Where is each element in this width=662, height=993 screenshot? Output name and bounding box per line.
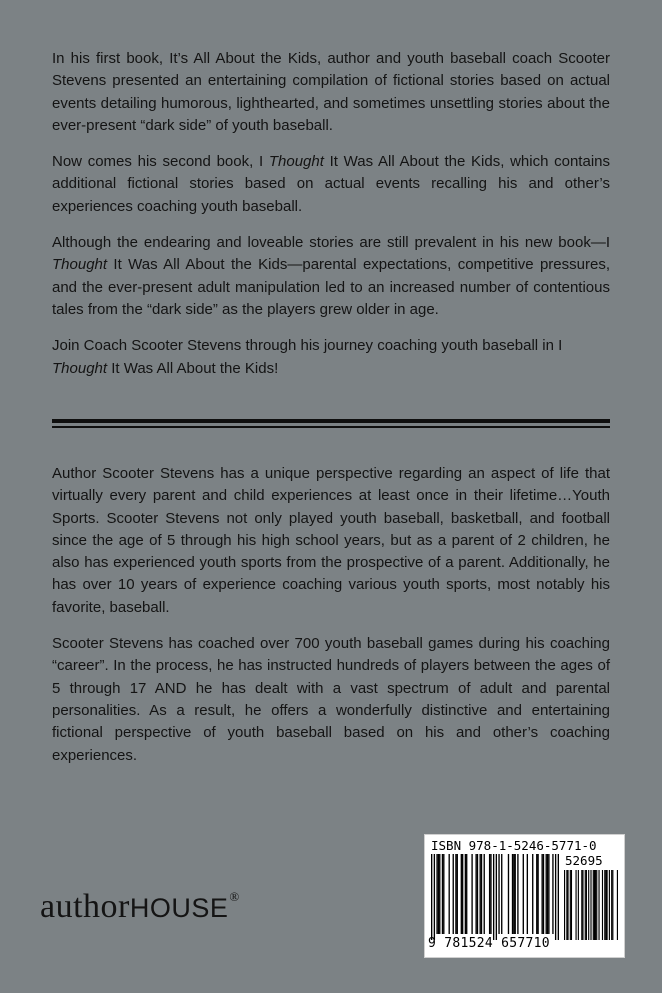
barcode-bar — [593, 870, 594, 940]
ean-number: 9 781524 657710 — [428, 936, 550, 951]
blurb-text: Now comes his second book, I — [52, 153, 269, 171]
barcode-bar — [605, 870, 606, 940]
barcode-bar — [436, 854, 437, 934]
barcode-bar — [570, 870, 571, 940]
blurb-text: It Was All About the Kids! — [107, 359, 279, 377]
divider-thin-line — [52, 426, 610, 428]
barcode-bar — [496, 854, 497, 940]
barcode-bar — [546, 854, 547, 934]
barcode-bar — [465, 854, 466, 934]
barcode-bar — [489, 854, 490, 934]
barcode-bar — [594, 870, 595, 940]
blurb-paragraph-2 — [52, 151, 610, 218]
barcode-bar — [586, 870, 587, 940]
bio-paragraph-1: Author Scooter Stevens has a unique perspective regarding an aspect of life that virtually every parent and child experiences at least once in their lifetime…Youth Sports. Scooter Stevens not only played youth baseball, basketball, and football since the age of 5 through his high school years, but as a parent of 2 children, he also has experienced youth sports from the prospective of a parent. Additionally, he has over 10 years of experience coaching various youth sports, most notably his favorite, baseball. — [52, 465, 610, 616]
barcode-bar — [517, 854, 518, 934]
blurb-emphasis: Thought — [268, 153, 324, 171]
blurb-paragraph-4 — [52, 335, 610, 380]
barcode-bar — [457, 854, 458, 934]
barcode-bar — [515, 854, 516, 934]
barcode-bar — [566, 870, 567, 940]
barcode-bar — [541, 854, 542, 934]
blurb-text: It Was All About the Kids, which contains additional fictional stories based on actual events recalling his and other’s experiences coaching youth baseball. — [52, 153, 610, 215]
barcode-bar — [462, 854, 463, 934]
blurb-emphasis: Thought — [52, 256, 108, 274]
barcode-bar — [512, 854, 513, 934]
barcode-bar — [501, 854, 502, 934]
barcode-bar — [480, 854, 481, 934]
barcode-bar — [596, 870, 597, 940]
barcode-bar — [595, 870, 596, 940]
blurb-emphasis: Thought — [52, 359, 108, 377]
barcode-addon-bars — [564, 870, 618, 940]
barcode-bar — [477, 854, 478, 934]
barcode-bar — [443, 854, 444, 934]
barcode-bar — [455, 854, 456, 934]
barcode-bar — [543, 854, 544, 934]
barcode-bar — [548, 854, 549, 934]
barcode-bar — [558, 854, 559, 940]
barcode-bar — [555, 854, 556, 940]
barcode-bar — [585, 870, 586, 940]
barcode-bar — [609, 870, 610, 940]
barcode-bar — [571, 870, 572, 940]
barcode-bar — [532, 854, 533, 934]
barcode-bar — [604, 870, 605, 940]
barcode-bar — [564, 870, 565, 940]
barcode-bar — [588, 870, 589, 940]
barcode-bar — [481, 854, 482, 934]
barcode-bar — [611, 870, 612, 940]
barcode-bar — [578, 870, 579, 940]
blurb-paragraph-1 — [52, 48, 610, 137]
barcode-bar — [602, 870, 603, 940]
barcode-bar — [552, 854, 553, 934]
barcode-bar — [598, 870, 599, 940]
barcode-bar — [567, 870, 568, 940]
bio-paragraph-2: Scooter Stevens has coached over 700 youth baseball games during his coaching “career”. In the process, he has instructed hundreds of players between the ages of 5 through 17 AND he has dealt with a vast spectrum of adult and parental personalities. As a result, he offers a wonderfully distinctive and entertaining fictional perspective of youth baseball based on his and other’s coaching experiences. — [52, 635, 610, 764]
section-divider — [52, 419, 610, 428]
barcode-bar — [582, 870, 583, 940]
barcode-bar — [612, 870, 613, 940]
blurb-text: Although the endearing and loveable stories are still prevalent in his new book—I — [52, 234, 610, 252]
barcode-addon-number: 52695 — [565, 853, 603, 868]
barcode-bar — [547, 854, 548, 934]
barcode-bar — [475, 854, 476, 934]
barcode-bar — [461, 854, 462, 934]
barcode-bar — [466, 854, 467, 934]
barcode-bar — [493, 854, 494, 940]
logo-author-text: author — [40, 888, 130, 925]
barcode-bar — [527, 854, 528, 934]
publisher-logo — [40, 888, 240, 926]
barcode-bar — [439, 854, 440, 934]
barcode-bar — [442, 854, 443, 934]
logo-house-text: HOUSE — [129, 893, 229, 923]
barcode-bar — [438, 854, 439, 934]
barcode-bar — [449, 854, 450, 934]
barcode-bar — [513, 854, 514, 934]
blurb-text: Join Coach Scooter Stevens through his journey coaching youth baseball in I — [52, 337, 563, 355]
barcode-bar — [453, 854, 454, 934]
book-blurb — [52, 48, 610, 394]
barcode-bar — [607, 870, 608, 940]
logo-registered-mark: ® — [229, 889, 240, 904]
blurb-text: It Was All About the Kids—parental expectations, competitive pressures, and the ever-present adult manipulation led to an increased number of contentious tales from the “dark side” as the players grew older in age. — [52, 256, 610, 318]
barcode-bar — [575, 870, 576, 940]
barcode-bar — [523, 854, 524, 934]
barcode-bar — [431, 854, 432, 940]
barcode-bar — [590, 870, 591, 940]
isbn-number: ISBN 978-1-5246-5771-0 — [431, 838, 597, 853]
barcode-bar — [498, 854, 499, 934]
barcode-bar — [490, 854, 491, 934]
barcode-bar — [581, 870, 582, 940]
author-bio — [52, 463, 610, 781]
blurb-text: In his first book, It’s All About the Kids, author and youth baseball coach Scooter Stevens presented an entertaining compilation of fictional stories based on actual events detailing humorous, lighthearted, and sometimes unsettling stories about the ever-present “dark side” of youth baseball. — [52, 50, 610, 134]
divider-thick-line — [52, 419, 610, 423]
barcode-bar — [471, 854, 472, 934]
barcode-bar — [617, 870, 618, 940]
barcode-bar — [536, 854, 537, 934]
barcode-bar — [484, 854, 485, 934]
barcode-bar — [508, 854, 509, 934]
barcode-bar — [537, 854, 538, 934]
isbn-barcode — [424, 834, 625, 958]
barcode-bar — [434, 854, 435, 940]
barcode-main-bars — [431, 854, 559, 940]
blurb-paragraph-3 — [52, 232, 610, 321]
